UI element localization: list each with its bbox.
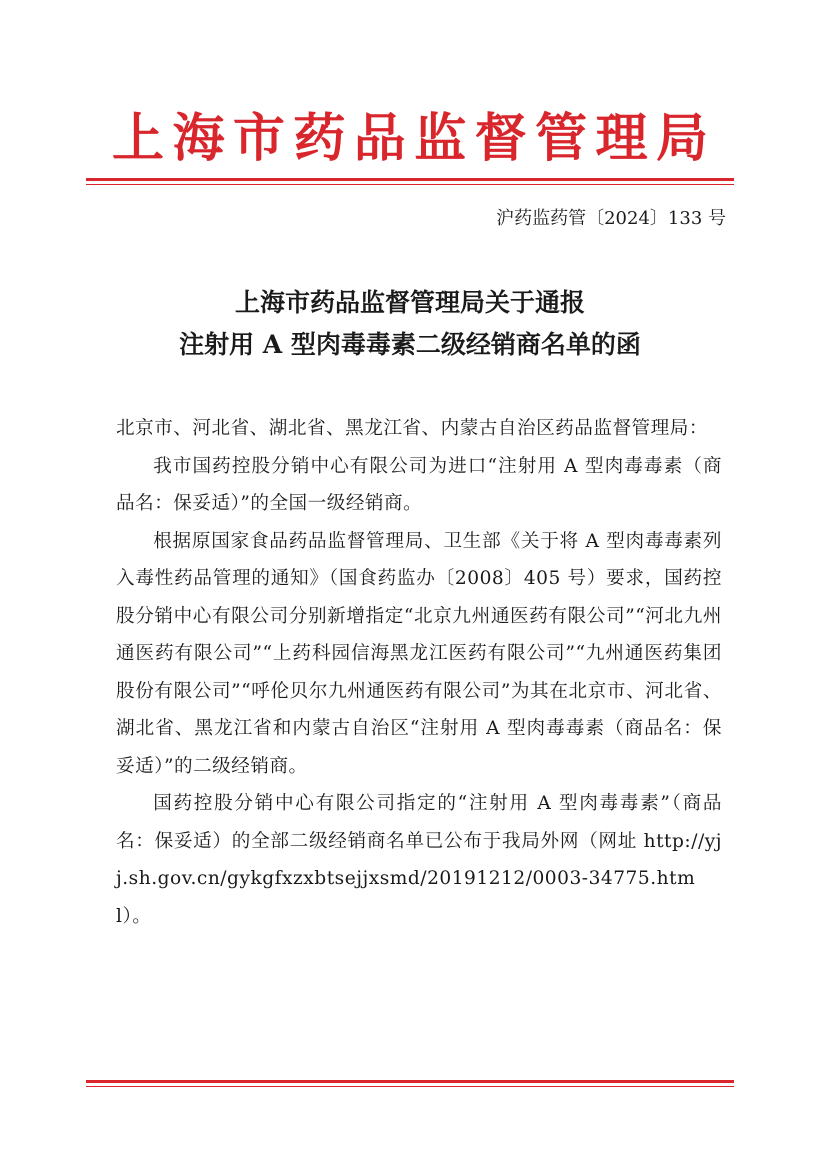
body-paragraph: 国药控股分销中心有限公司指定的“注射用 A 型肉毒毒素”（商品名：保妥适）的全部二级经销商名单已公布于我局外网（网址 http://yjj.sh.gov.cn/gykgfxzxbtsejjxsmd/20191212/0003-34775.html）。 [116,793,722,927]
document-number: 沪药监药管〔2024〕133 号 [496,208,726,229]
issuing-authority-header: 上海市药品监督管理局 [112,108,712,169]
body-paragraph: 根据原国家食品药品监督管理局、卫生部《关于将 A 型肉毒毒素列入毒性药品管理的通知》（国食药监办〔2008〕405 号）要求，国药控股分销中心有限公司分别新增指定“北京九州通医药有限公司”“河北九州通医药有限公司”“上药科园信海黑龙江医药有限公司”“九州通医药集团股份有限公司”“呼伦贝尔九州通医药有限公司”为其在北京市、河北省、湖北省、黑龙江省和内蒙古自治区“注射用 A 型肉毒毒素（商品名：保妥适）”的二级经销商。 [116,530,722,777]
footer-red-rule-thin [86,1086,734,1087]
document-body [116,410,722,935]
document-title [86,282,734,366]
footer-red-rule-thick [86,1080,734,1083]
header-red-rule-thin [86,184,734,185]
document-title-line-1: 上海市药品监督管理局关于通报 [234,288,585,317]
body-paragraph: 我市国药控股分销中心有限公司为进口“注射用 A 型肉毒毒素（商品名：保妥适）”的全国一级经销商。 [116,455,722,514]
addressee: 北京市、河北省、湖北省、黑龙江省、内蒙古自治区药品监督管理局： [116,418,708,439]
header-red-rule-thick [86,178,734,181]
document-title-line-2: 注射用 A 型肉毒毒素二级经销商名单的函 [179,330,641,359]
